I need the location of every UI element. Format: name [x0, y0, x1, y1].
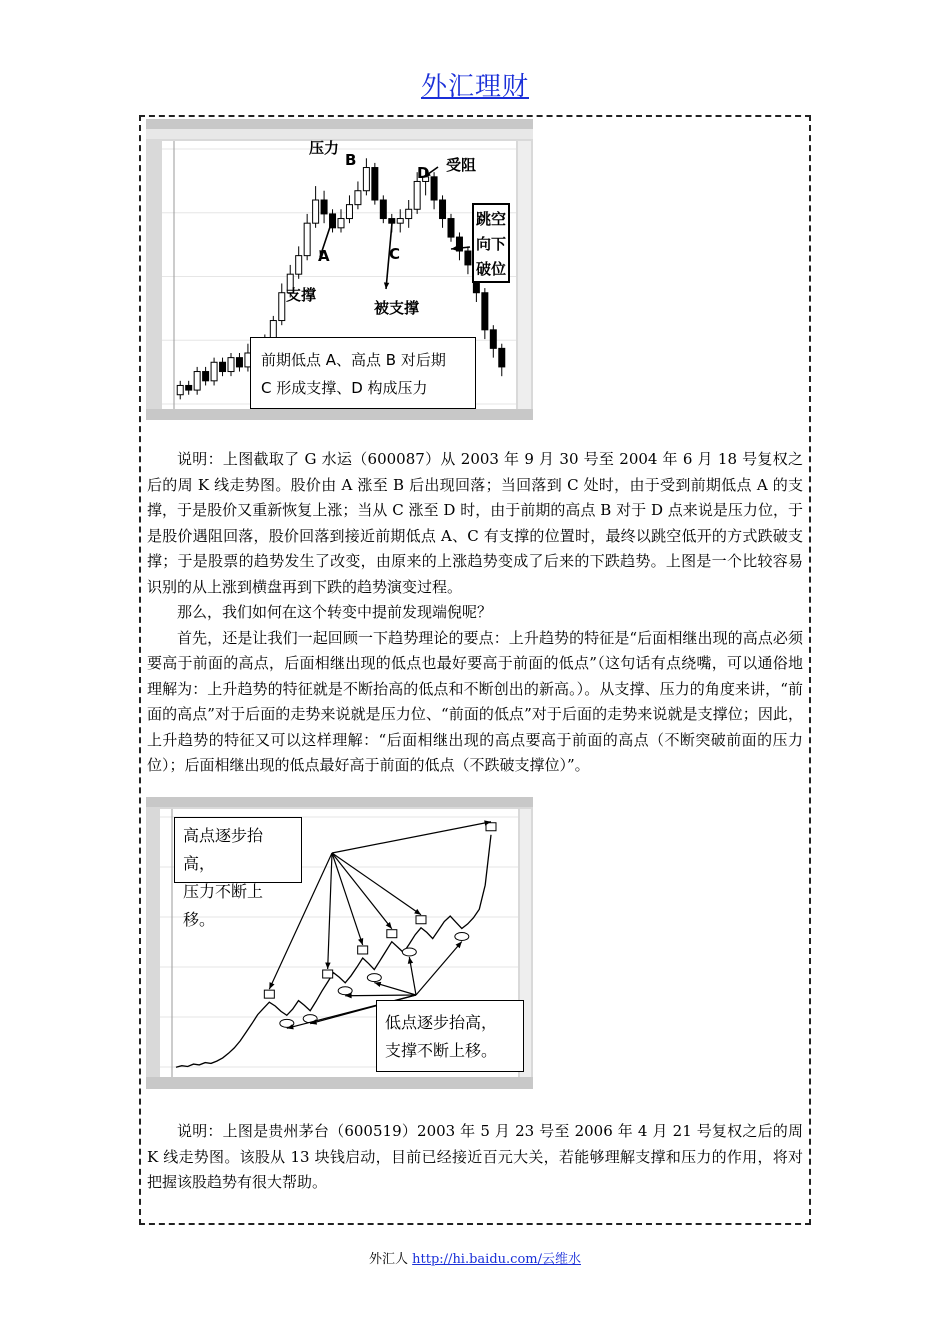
footer-link[interactable]: http://hi.baidu.com/云维水: [412, 1252, 581, 1267]
gap-down-tag: [472, 203, 510, 283]
candle-up: [304, 223, 310, 255]
high-note-line2: 压力不断上移。: [183, 882, 264, 929]
high-note-line1: 高点逐步抬高，: [183, 826, 264, 873]
candle-up: [397, 219, 403, 224]
support-pressure-note: [250, 337, 476, 409]
candle-up: [363, 168, 369, 191]
low-note-line2: 支撑不断上移。: [385, 1041, 498, 1060]
candle-down: [236, 358, 242, 367]
paragraph-4: [147, 1119, 803, 1196]
candle-down: [186, 385, 192, 390]
candle-down: [372, 168, 378, 200]
candle-down: [431, 177, 437, 200]
page-title[interactable]: 外汇理财: [420, 72, 529, 102]
info-bar: [146, 129, 533, 139]
low-marker: [455, 933, 469, 941]
high-marker: [416, 916, 426, 924]
arrow-low-shaft: [345, 995, 416, 996]
label-blocked: 受阻: [446, 156, 477, 174]
note-line1: 前期低点 A、高点 B 对后期: [261, 351, 446, 369]
high-marker: [358, 946, 368, 954]
paragraph-1-text: 说明：上图截取了 G 水运（600087）从 2003 年 9 月 30 号至 2004 年 6 月 18 号复权之后的周 K 线走势图。股价由 A 涨至 B 后出现回落；当回落到 C 处时，由于受到前期低点 A 的支撑，于是股价又重新恢复上涨；当从 C 涨至 D 时，由于前期的高点 B 对于 D 点来说是压力位，于是股价遇阻回落，股价回落到接近前期低点 A、C 有支撑的位置时，最终以跳空低开的方式跌破支撑；于是股票的趋势发生了改变，由原来的上涨趋势变成了后来的下跌趋势。上图是一个比较容易识别的从上涨到横盘再到下跌的趋势演变过程。: [147, 450, 803, 596]
label-b: B: [345, 151, 357, 169]
candle-up: [346, 205, 352, 219]
menu-bar-2: [146, 797, 533, 807]
note-line2: C 形成支撑、D 构成压力: [261, 379, 428, 397]
candle-down: [380, 200, 386, 219]
label-support: 支撑: [286, 286, 317, 304]
high-marker: [264, 990, 274, 998]
paragraph-3-text: 首先，还是让我们一起回顾一下趋势理论的要点：上升趋势的特征是“后面相继出现的高点必须要高于前面的高点，后面相继出现的低点也最好要高于前面的低点”（这句话有点绕嘴，可以通俗地理解为：上升趋势的特征就是不断抬高的低点和不断创出的新高。）。从支撑、压力的角度来讲，“前面的高点”对于后面的走势来说就是压力位、“前面的低点”对于后面的走势来说就是支撑位；因此，上升趋势的特征又可以这样理解：“后面相继出现的高点要高于前面的高点（不断突破前面的压力位）；后面相继出现的低点最好高于前面的低点（不跌破支撑位）”。: [147, 628, 803, 774]
candle-down: [448, 219, 454, 238]
label-supported: 被支撑: [374, 299, 420, 317]
candle-up: [338, 219, 344, 228]
low-marker: [338, 987, 352, 995]
higher-lows-note: [376, 1000, 524, 1072]
paragraph-2-text: 那么，我们如何在这个转变中提前发现端倪呢？: [177, 603, 493, 621]
label-d: D: [417, 164, 430, 182]
candle-up: [406, 209, 412, 218]
candle-down: [330, 214, 336, 228]
candle-down: [490, 330, 496, 349]
higher-highs-note: [174, 817, 302, 929]
candle-down: [499, 348, 505, 367]
candle-down: [203, 372, 209, 381]
right-toolbar: [518, 141, 531, 409]
candle-up: [211, 362, 217, 381]
bottom-tabs-2: [146, 1077, 533, 1089]
candle-down: [389, 219, 395, 224]
label-a: A: [318, 247, 330, 265]
candle-down: [220, 362, 226, 371]
candle-up: [228, 358, 234, 372]
low-marker: [402, 948, 416, 956]
paragraph-1: [147, 447, 803, 779]
footer: [0, 1248, 950, 1267]
bottom-tabs: [146, 409, 533, 420]
candle-up: [414, 181, 420, 209]
candle-down: [482, 293, 488, 330]
gap-tag-line3: 破位: [475, 260, 506, 278]
figure-g-shuiyun-chart: [146, 119, 533, 420]
candle-down: [321, 200, 327, 214]
footer-prefix: 外汇人: [369, 1252, 409, 1267]
gap-tag-line2: 向下: [475, 235, 506, 253]
low-note-line1: 低点逐步抬高，: [385, 1013, 498, 1032]
low-marker: [367, 974, 381, 982]
candle-up: [313, 200, 319, 223]
figure-maotai-chart: [146, 797, 533, 1089]
label-pressure: 压力: [309, 139, 340, 157]
high-marker: [387, 930, 397, 938]
candle-down: [465, 251, 471, 265]
candle-up: [279, 293, 285, 321]
candle-up: [296, 256, 302, 275]
gap-tag-line1: 跳空: [475, 210, 506, 228]
menu-bar: [146, 119, 533, 129]
candle-down: [440, 200, 446, 219]
paragraph-4-text: 说明：上图是贵州茅台（600519）2003 年 5 月 23 号至 2006 年 4 月 21 号复权之后的周 K 线走势图。该股从 13 块钱启动，目前已经接近百元大关，若能够理解支撑和压力的作用，将对把握该股趋势有很大帮助。: [147, 1122, 803, 1191]
candle-up: [177, 385, 183, 394]
label-c: C: [389, 245, 401, 263]
candle-up: [194, 372, 200, 391]
high-marker: [323, 970, 333, 978]
candle-up: [355, 191, 361, 205]
